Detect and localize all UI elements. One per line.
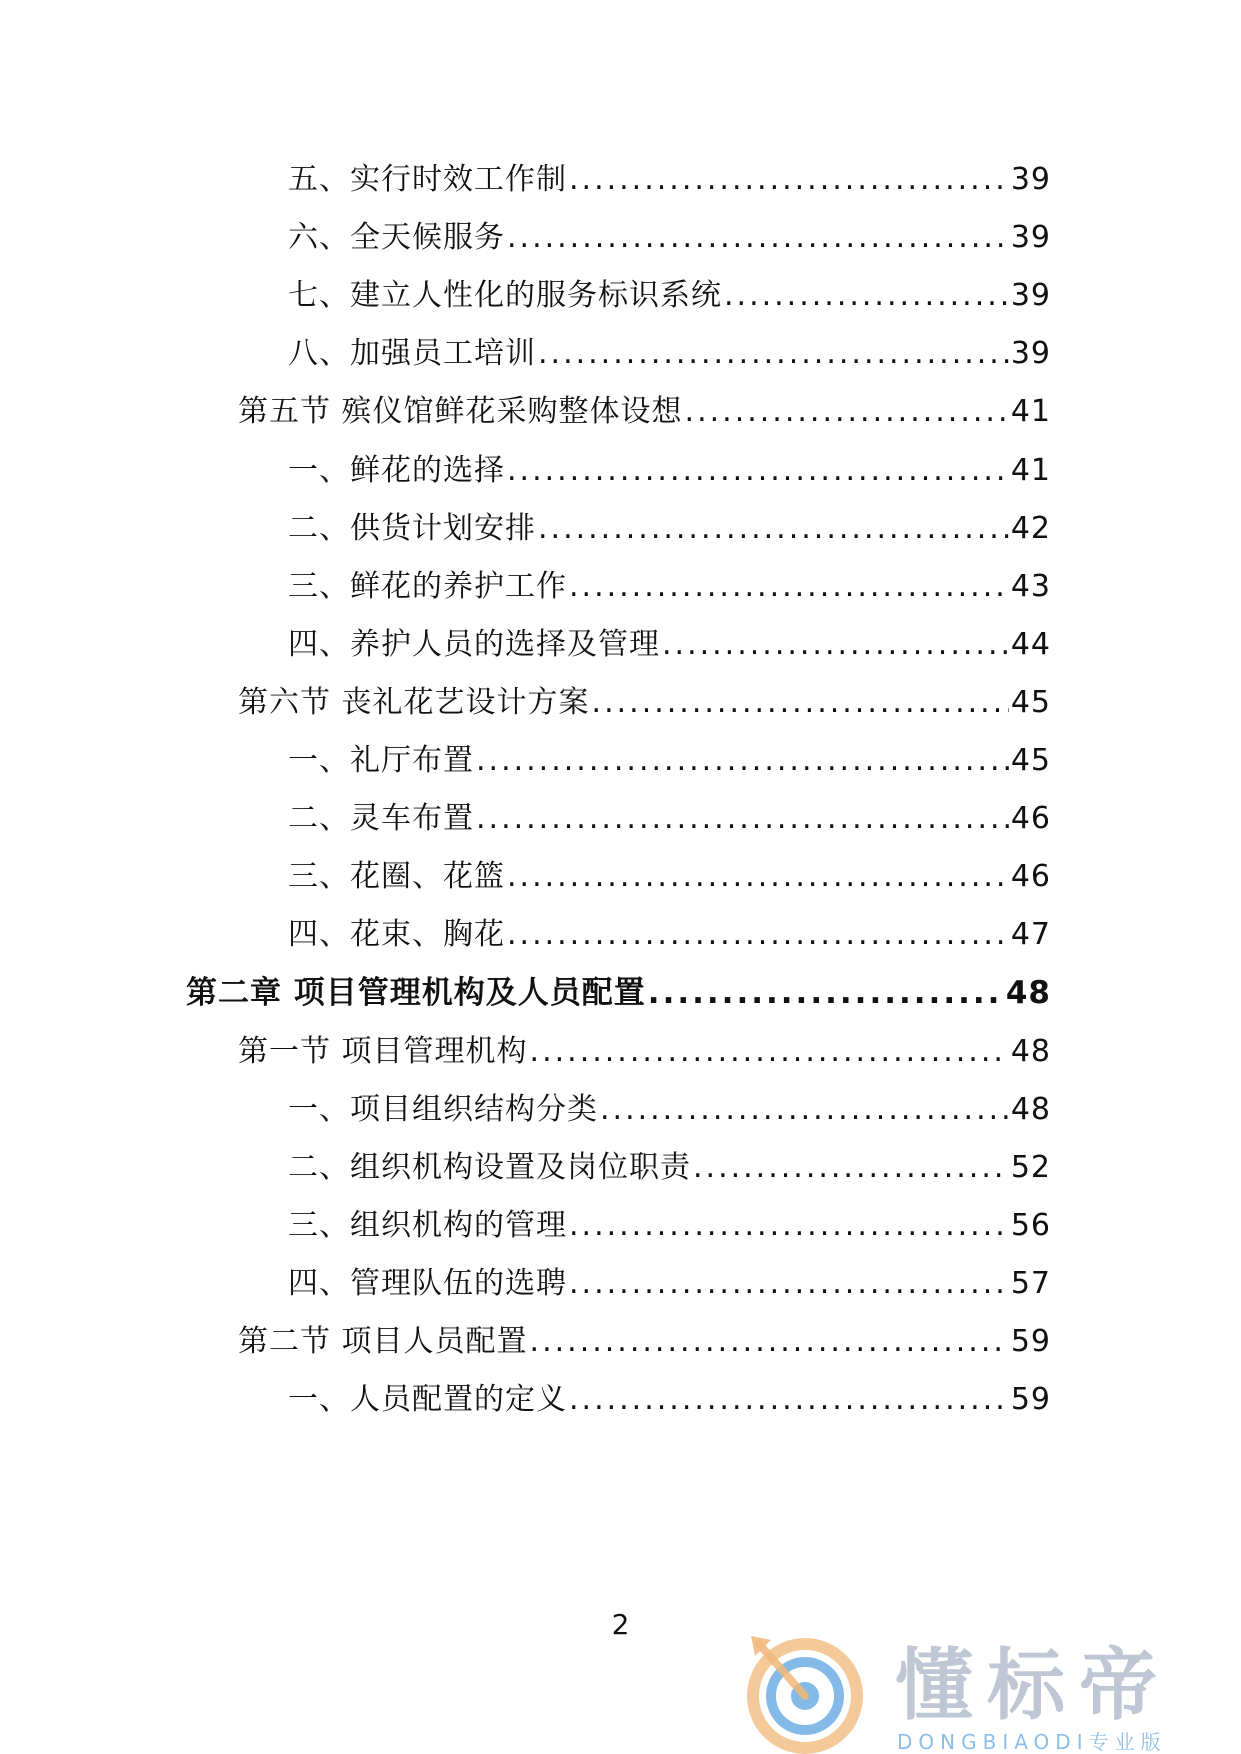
toc-dot-leader [592, 679, 1009, 727]
toc-dot-leader [538, 505, 1009, 553]
toc-section[interactable] [238, 1318, 1051, 1366]
watermark [745, 1630, 1241, 1754]
toc-entry-page: 46 [1010, 801, 1051, 836]
toc-subsection[interactable] [288, 1202, 1051, 1250]
toc-entry-page: 48 [1005, 975, 1051, 1011]
toc-entry-page: 43 [1010, 569, 1051, 604]
toc-entry-title: 一、礼厅布置 [288, 743, 474, 778]
toc-entry-title: 三、花圈、花篮 [288, 859, 505, 894]
toc-entry-title: 一、鲜花的选择 [288, 453, 505, 488]
toc-section[interactable] [238, 679, 1051, 727]
toc-subsection[interactable] [288, 795, 1051, 843]
toc-dot-leader [569, 1260, 1009, 1308]
toc-dot-leader [662, 621, 1009, 669]
toc-subsection[interactable] [288, 737, 1051, 785]
target-arrow-icon [745, 1630, 865, 1754]
toc-dot-leader [569, 563, 1009, 611]
toc-entry-page: 39 [1010, 278, 1051, 313]
toc-entry-page: 46 [1010, 859, 1051, 894]
toc-subsection[interactable] [288, 330, 1051, 378]
toc-dot-leader [693, 1144, 1009, 1192]
toc-entry-page: 48 [1010, 1034, 1051, 1069]
toc-dot-leader [600, 1086, 1009, 1134]
toc-entry-title: 第五节 殡仪馆鲜花采购整体设想 [238, 394, 683, 429]
toc-chapter[interactable] [186, 969, 1051, 1017]
page-number: 2 [611, 1608, 630, 1641]
toc-dot-leader [569, 1376, 1009, 1424]
toc-entry-title: 一、项目组织结构分类 [288, 1092, 598, 1127]
toc-entry-page: 52 [1010, 1150, 1051, 1185]
toc-entry-title: 第二节 项目人员配置 [238, 1324, 528, 1359]
toc-dot-leader [476, 737, 1009, 785]
toc-subsection[interactable] [288, 1144, 1051, 1192]
toc-entry-page: 47 [1010, 917, 1051, 952]
toc-section[interactable] [238, 388, 1051, 436]
toc-subsection[interactable] [288, 911, 1051, 959]
toc-entry-page: 57 [1010, 1266, 1051, 1301]
toc-entry-title: 第二章 项目管理机构及人员配置 [186, 975, 646, 1011]
toc-subsection[interactable] [288, 1086, 1051, 1134]
toc-entry-title: 四、管理队伍的选聘 [288, 1266, 567, 1301]
toc-entry-title: 二、供货计划安排 [288, 511, 536, 546]
toc-subsection[interactable] [288, 853, 1051, 901]
toc-subsection[interactable] [288, 1376, 1051, 1424]
toc-subsection[interactable] [288, 214, 1051, 262]
toc-dot-leader [476, 795, 1009, 843]
toc-dot-leader [538, 330, 1009, 378]
toc-dot-leader [569, 1202, 1009, 1250]
toc-dot-leader [569, 156, 1009, 204]
toc-entry-page: 39 [1010, 336, 1051, 371]
toc-entry-page: 59 [1010, 1382, 1051, 1417]
toc-dot-leader [507, 911, 1009, 959]
toc-entry-page: 42 [1010, 511, 1051, 546]
toc-subsection[interactable] [288, 447, 1051, 495]
toc-entry-title: 四、花束、胸花 [288, 917, 505, 952]
toc-subsection[interactable] [288, 621, 1051, 669]
toc-entry-page: 41 [1010, 394, 1051, 429]
toc-section[interactable] [238, 1028, 1051, 1076]
toc-subsection[interactable] [288, 505, 1051, 553]
toc-dot-leader [530, 1318, 1009, 1366]
toc-entry-page: 39 [1010, 220, 1051, 255]
toc-entry-page: 45 [1010, 743, 1051, 778]
toc-entry-page: 39 [1010, 162, 1051, 197]
toc-entry-title: 二、组织机构设置及岗位职责 [288, 1150, 691, 1185]
toc-entry-page: 48 [1010, 1092, 1051, 1127]
toc-entry-title: 四、养护人员的选择及管理 [288, 627, 660, 662]
toc-dot-leader [648, 969, 1004, 1017]
toc-subsection[interactable] [288, 272, 1051, 320]
toc-entry-title: 第六节 丧礼花艺设计方案 [238, 685, 590, 720]
toc-entry-title: 三、组织机构的管理 [288, 1208, 567, 1243]
toc-entry-page: 59 [1010, 1324, 1051, 1359]
toc-entry-page: 41 [1010, 453, 1051, 488]
toc-entry-title: 八、加强员工培训 [288, 336, 536, 371]
toc-dot-leader [507, 447, 1009, 495]
toc-entry-title: 第一节 项目管理机构 [238, 1034, 528, 1069]
toc-dot-leader [507, 853, 1009, 901]
toc-subsection[interactable] [288, 563, 1051, 611]
toc-entry-page: 44 [1010, 627, 1051, 662]
toc-dot-leader [724, 272, 1009, 320]
toc-entry-title: 六、全天候服务 [288, 220, 505, 255]
toc-entry-title: 三、鲜花的养护工作 [288, 569, 567, 604]
toc-entry-page: 45 [1010, 685, 1051, 720]
toc-entry-title: 二、灵车布置 [288, 801, 474, 836]
toc-entry-title: 七、建立人性化的服务标识系统 [288, 278, 722, 313]
toc-dot-leader [507, 214, 1009, 262]
toc-dot-leader [685, 388, 1009, 436]
toc-dot-leader [530, 1028, 1009, 1076]
toc-entry-title: 一、人员配置的定义 [288, 1382, 567, 1417]
toc-subsection[interactable] [288, 1260, 1051, 1308]
watermark-brand: 懂标帝 [895, 1641, 1172, 1731]
toc-entry-title: 五、实行时效工作制 [288, 162, 567, 197]
watermark-subtitle: DONGBIAODI专业版 [897, 1730, 1167, 1754]
toc-entry-page: 56 [1010, 1208, 1051, 1243]
toc-subsection[interactable] [288, 156, 1051, 204]
